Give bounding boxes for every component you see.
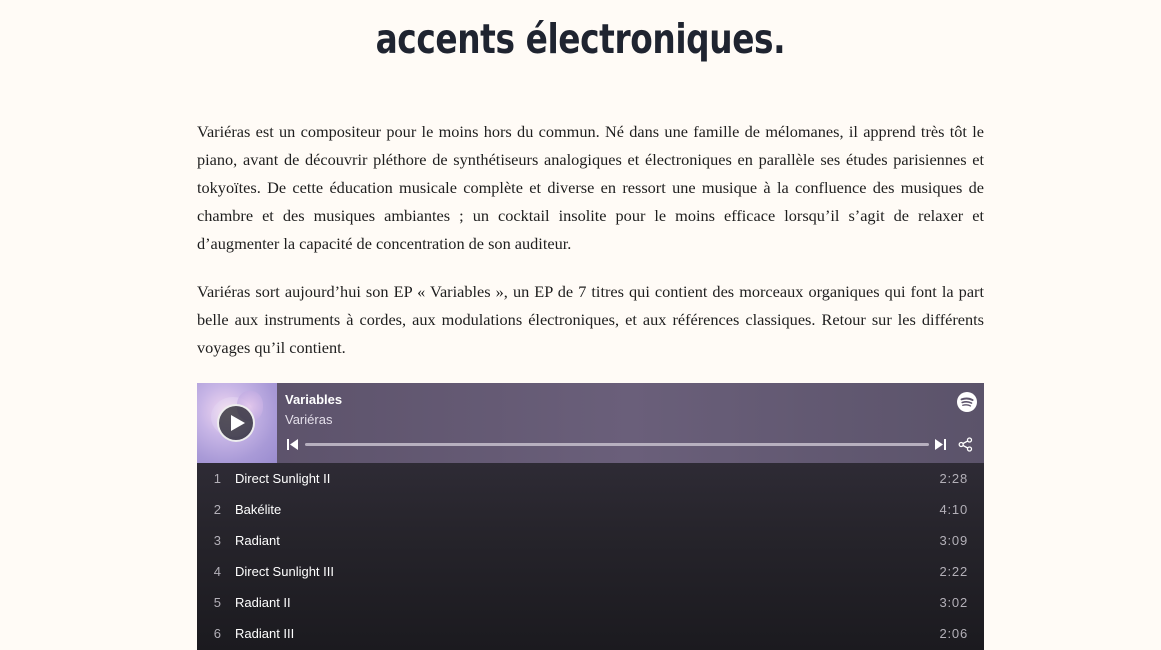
spotify-embed-player xyxy=(197,383,984,650)
play-icon xyxy=(229,414,247,432)
track-row[interactable] xyxy=(197,525,984,556)
artist-name[interactable]: Variéras xyxy=(285,412,333,427)
player-header xyxy=(197,383,984,463)
track-duration: 4:10 xyxy=(939,502,968,517)
track-duration: 2:22 xyxy=(939,564,968,579)
progress-bar[interactable] xyxy=(305,443,929,446)
track-number: 1 xyxy=(213,471,221,486)
share-icon[interactable] xyxy=(958,437,973,452)
track-title[interactable]: Bakélite xyxy=(235,502,282,517)
track-number: 5 xyxy=(213,595,221,610)
track-row[interactable] xyxy=(197,587,984,618)
track-title[interactable]: Radiant II xyxy=(235,595,291,610)
article-paragraph: Variéras est un compositeur pour le moins hors du commun. Né dans une famille de mélomanes, il apprend très tôt le piano, avant de découvrir pléthore de synthétiseurs analogiques et électroniques en parallèle ses études parisiennes et tokyoïtes. De cette éducation musicale complète et diverse en ressort une musique à la confluence des musiques de chambre et des musiques ambiantes ; un cocktail insolite pour le moins efficace lorsqu’il s’agit de relaxer et d’augmenter la capacité de concentration de son auditeur. xyxy=(197,122,984,253)
track-title[interactable]: Direct Sunlight II xyxy=(235,471,331,486)
track-row[interactable] xyxy=(197,556,984,587)
track-number: 2 xyxy=(213,502,221,517)
track-duration: 2:06 xyxy=(939,626,968,641)
track-duration: 3:02 xyxy=(939,595,968,610)
track-list xyxy=(197,463,984,649)
album-cover xyxy=(197,383,277,463)
track-number: 4 xyxy=(213,564,221,579)
track-number: 3 xyxy=(213,533,221,548)
skip-next-icon[interactable] xyxy=(934,438,947,451)
track-number: 6 xyxy=(213,626,221,641)
track-duration: 2:28 xyxy=(939,471,968,486)
track-duration: 3:09 xyxy=(939,533,968,548)
album-title[interactable]: Variables xyxy=(285,392,343,407)
track-row[interactable] xyxy=(197,494,984,525)
skip-previous-icon[interactable] xyxy=(286,438,299,451)
track-title[interactable]: Radiant xyxy=(235,533,280,548)
article-body xyxy=(197,118,984,382)
play-button[interactable] xyxy=(217,404,255,442)
article-headline: accents électroniques. xyxy=(375,15,786,64)
track-row[interactable] xyxy=(197,463,984,494)
article-paragraph: Variéras sort aujourd’hui son EP « Variables », un EP de 7 titres qui contient des morceaux organiques qui font la part belle aux instruments à cordes, aux modulations électroniques, et aux références classiques. Retour sur les différents voyages qu’il contient. xyxy=(197,282,984,357)
spotify-logo-icon[interactable] xyxy=(957,392,977,412)
track-title[interactable]: Direct Sunlight III xyxy=(235,564,334,579)
track-row[interactable] xyxy=(197,618,984,649)
track-title[interactable]: Radiant III xyxy=(235,626,295,641)
